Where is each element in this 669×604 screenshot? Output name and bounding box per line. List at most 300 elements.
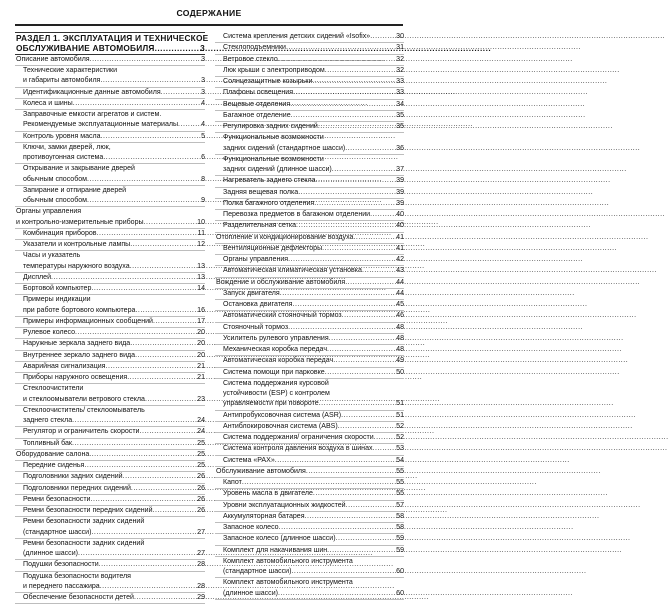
toc-entry-text: Подушки безопасности <box>23 561 99 569</box>
toc-entry-text: Ремни безопасности задних сидений <box>23 539 145 547</box>
page-number: 33 <box>396 89 404 97</box>
dot-leader <box>325 368 395 378</box>
dot-leader <box>288 323 395 333</box>
page-number: 27 <box>197 528 205 536</box>
toc-entry[interactable] <box>215 433 404 444</box>
page-number: 40 <box>396 211 404 218</box>
dot-leader <box>338 422 395 432</box>
toc-entry[interactable] <box>15 439 205 450</box>
toc-entry[interactable] <box>215 323 404 334</box>
page-number: 44 <box>396 278 404 286</box>
toc-entry[interactable] <box>15 450 205 461</box>
dot-leader <box>296 221 395 231</box>
toc-entry-text: при работе бортового компьютера <box>23 306 136 314</box>
toc-entry-text: Усилитель рулевого управления <box>223 334 329 342</box>
toc-entry-text: Запирание и отпирание дверей <box>23 186 127 194</box>
page-number: 10 <box>197 218 205 226</box>
toc-entry[interactable] <box>215 43 404 54</box>
dot-leader <box>286 43 395 53</box>
toc-entry-text: Заправочные емкости агрегатов и систем. <box>23 111 162 119</box>
dot-leader <box>91 528 196 538</box>
toc-entry-text: Остановка двигателя <box>223 301 293 308</box>
toc-entry-text: Ремни безопасности передних сидений <box>23 507 153 515</box>
page-number: 59 <box>396 535 404 543</box>
toc-entry-text: Аварийная сигнализация <box>23 362 106 370</box>
toc-entry-text: и стеклоомыватели ветрового стекла <box>23 395 145 403</box>
toc-entry[interactable] <box>215 255 404 266</box>
toc-entry-text: Оборудование салона <box>16 450 90 458</box>
toc-entry[interactable] <box>215 266 404 277</box>
toc-entry[interactable] <box>215 176 404 187</box>
page-number: 54 <box>396 456 404 464</box>
page-number: 60 <box>396 589 404 597</box>
toc-entry[interactable] <box>215 77 404 88</box>
toc-entry-text: Примеры индикации <box>23 296 91 304</box>
toc-entry-text: Технические характеристики <box>23 67 118 75</box>
toc-entry-text: ОБСЛУЖИВАНИЕ АВТОМОБИЛЯ <box>16 43 155 54</box>
toc-entry[interactable] <box>215 411 404 422</box>
page-number: 8 <box>201 175 205 183</box>
toc-entry-text: Система крепления детских сидений «Isofix» <box>223 33 371 40</box>
toc-entry[interactable] <box>15 484 205 495</box>
toc-entry-text: Солнцезащитные козырьки <box>223 78 313 85</box>
page-number: 13 <box>197 273 205 281</box>
toc-entry-text: Ремни безопасности задних сидений <box>23 518 145 526</box>
toc-entry-text: Рекомендуемые эксплуатационные материалы <box>23 121 179 129</box>
dot-leader <box>312 77 395 87</box>
toc-entry[interactable] <box>15 560 205 571</box>
dot-leader <box>316 176 396 186</box>
dot-leader <box>290 100 395 110</box>
toc-entry-text: Обслуживание автомобиля <box>216 467 306 475</box>
toc-entry[interactable] <box>15 472 205 483</box>
toc-entry[interactable] <box>15 295 205 317</box>
page-number: 16 <box>197 306 205 314</box>
dot-leader <box>280 289 395 299</box>
dot-leader <box>374 433 396 443</box>
dot-leader <box>100 582 196 592</box>
toc-entry-text: Наружные зеркала заднего вида <box>23 340 131 348</box>
toc-entry[interactable] <box>15 461 205 472</box>
toc-entry[interactable] <box>15 110 205 132</box>
toc-entry[interactable] <box>15 517 205 539</box>
page-number: 51 <box>396 411 404 419</box>
toc-column-right <box>215 32 404 600</box>
dot-leader <box>91 284 196 294</box>
page-number: 58 <box>396 512 404 520</box>
toc-entry-text: и габариты автомобиля <box>23 77 101 85</box>
toc-entry-text: и переднего пассажира <box>23 582 100 590</box>
toc-entry-text: Комбинация приборов <box>23 229 97 237</box>
dot-leader <box>333 356 395 366</box>
toc-entry-text: обычным способом <box>23 197 88 205</box>
toc-entry[interactable] <box>215 66 404 77</box>
toc-entry[interactable] <box>215 199 404 210</box>
toc-entry[interactable] <box>215 88 404 99</box>
page-number: 3 <box>200 43 205 54</box>
toc-entry-text: устойчивости (ESP) с контролем <box>223 390 330 397</box>
dot-leader <box>135 351 196 361</box>
toc-entry[interactable] <box>15 99 205 110</box>
toc-entry-text: и контрольно-измерительные приборы <box>16 218 144 226</box>
toc-entry-text: Подголовники передних сидений <box>23 484 131 492</box>
toc-entry[interactable] <box>15 132 205 143</box>
toc-entry[interactable] <box>215 278 404 289</box>
dot-leader <box>78 549 196 559</box>
toc-entry[interactable] <box>15 539 205 561</box>
page-number: 31 <box>396 44 404 52</box>
page-number: 35 <box>396 123 404 130</box>
toc-entry-text: Аккумуляторная батарея <box>223 512 305 520</box>
page-number: 33 <box>396 78 404 85</box>
toc-entry-text: Уровень масла в двигателе <box>223 490 313 498</box>
page-number: 39 <box>396 177 404 185</box>
toc-entry-text: Запуск двигателя <box>223 289 280 297</box>
page-number: 45 <box>396 301 404 308</box>
toc-entry[interactable] <box>15 384 205 406</box>
page-number: 48 <box>396 346 404 353</box>
toc-entry[interactable] <box>215 111 404 122</box>
dot-leader <box>327 546 395 556</box>
dot-leader <box>72 439 196 449</box>
toc-entry[interactable] <box>15 240 205 251</box>
toc-entry[interactable] <box>215 221 404 232</box>
toc-entry[interactable] <box>15 572 205 594</box>
toc-entry-text: Подголовники задних сидений <box>23 473 123 481</box>
toc-entry-text: Система контроля давления воздуха в шинах <box>223 445 373 453</box>
dot-leader <box>325 66 395 76</box>
dot-leader <box>87 175 200 185</box>
toc-entry[interactable] <box>15 207 205 229</box>
dot-leader <box>130 339 196 349</box>
toc-entry[interactable] <box>215 467 404 478</box>
page-number: 23 <box>197 395 205 403</box>
page-number: 50 <box>396 368 404 376</box>
dot-leader <box>332 165 395 175</box>
page-number: 55 <box>396 490 404 498</box>
toc-entry[interactable] <box>215 100 404 111</box>
toc-entry-text: Органы управления <box>16 208 82 216</box>
dot-leader <box>279 523 396 533</box>
dot-leader <box>89 450 196 460</box>
page-number: 60 <box>396 568 404 575</box>
dot-leader <box>327 345 395 355</box>
toc-entry[interactable] <box>15 229 205 240</box>
page-number: 57 <box>396 501 404 509</box>
toc-entry-text: Уровни эксплуатационных жидкостей <box>223 501 346 509</box>
toc-entry[interactable] <box>15 362 205 373</box>
page-number: 32 <box>396 66 404 74</box>
page-number: 12 <box>197 241 205 249</box>
page-number: 28 <box>197 561 205 569</box>
dot-leader <box>288 255 395 265</box>
page-number: 55 <box>396 467 404 475</box>
toc-entry[interactable] <box>215 356 404 367</box>
page-number: 55 <box>396 479 404 486</box>
toc-entry-text: Ремни безопасности <box>23 495 91 503</box>
toc-entry[interactable] <box>15 593 205 604</box>
toc-entry-text: Контроль уровня масла <box>23 132 101 140</box>
toc-entry[interactable] <box>15 351 205 362</box>
page-number: 24 <box>197 417 205 425</box>
page-number: 27 <box>197 550 205 558</box>
dot-leader <box>73 99 200 109</box>
dot-leader <box>90 55 200 65</box>
toc-entry[interactable] <box>15 143 205 165</box>
page-number: 53 <box>396 445 404 453</box>
dot-leader <box>134 593 196 603</box>
page-number: 25 <box>197 450 205 458</box>
toc-entry[interactable] <box>215 188 404 199</box>
dot-leader <box>242 478 395 488</box>
dot-leader <box>319 399 395 409</box>
toc-entry[interactable] <box>215 32 404 43</box>
page-number: 20 <box>197 340 205 348</box>
toc-entry[interactable] <box>215 501 404 512</box>
toc-entry-text: Органы управления <box>223 256 289 263</box>
toc-entry-text: Система помощи при парковке <box>223 368 325 376</box>
page-number: 30 <box>396 33 404 40</box>
toc-entry-text: задних сидений (стандартное шасси) <box>223 144 346 152</box>
dot-leader <box>97 229 197 239</box>
page-number: 29 <box>197 594 205 602</box>
dot-leader <box>131 484 196 494</box>
toc-entry[interactable] <box>215 133 404 155</box>
dot-leader <box>345 144 395 154</box>
toc-entry-text: Колеса и шины <box>23 99 73 107</box>
toc-entry[interactable] <box>215 210 404 221</box>
toc-entry[interactable] <box>215 334 404 345</box>
toc-entry[interactable] <box>215 345 404 356</box>
dot-leader <box>278 589 395 599</box>
dot-leader <box>139 427 196 437</box>
toc-entry[interactable] <box>215 456 404 467</box>
toc-entry-text: Открывание и закрывание дверей <box>23 165 135 173</box>
page-number: 4 <box>201 121 205 129</box>
toc-entry-text: Стеклоочистители <box>23 385 84 393</box>
page-number: 28 <box>197 582 205 590</box>
page-number: 51 <box>396 400 404 408</box>
toc-entry-text: Система поддержания/ ограничения скорости <box>223 434 374 441</box>
page-number: 20 <box>197 329 205 337</box>
toc-entry-text: Функциональные возможности <box>223 155 324 163</box>
toc-entry[interactable] <box>15 88 205 99</box>
dot-leader <box>292 300 395 310</box>
toc-entry[interactable] <box>215 478 404 489</box>
toc-entry-text: Приборы наружного освещения <box>23 374 128 382</box>
dot-leader <box>345 278 395 288</box>
dot-leader <box>341 411 395 421</box>
toc-entry-text: (длинное шасси) <box>23 550 78 558</box>
dot-leader <box>314 199 395 209</box>
dot-leader <box>353 233 395 243</box>
toc-entry-text: Вещевые отделения <box>223 100 291 108</box>
toc-entry-text: Обеспечение безопасности детей <box>23 594 134 602</box>
toc-entry-text: (длинное шасси) <box>223 589 278 597</box>
page-number: 39 <box>396 188 404 196</box>
dot-leader <box>291 111 396 121</box>
toc-entry-text: Примеры информационных сообщений <box>23 317 153 325</box>
toc-entry[interactable] <box>15 186 205 208</box>
toc-entry-text: Стеклоподъемники <box>223 44 286 52</box>
dot-leader <box>100 76 200 86</box>
dot-leader <box>322 244 395 254</box>
toc-entry-text: Передние сиденья <box>23 462 85 470</box>
page-number: 11 <box>197 229 205 237</box>
page-number: 26 <box>197 473 205 481</box>
toc-entry-text: Стеклоочиститель/ стеклоомыватель <box>23 406 145 414</box>
page-number: 26 <box>197 495 205 503</box>
toc-entry[interactable] <box>215 244 404 255</box>
toc-section-heading[interactable] <box>15 32 209 55</box>
page-number: 39 <box>396 199 404 207</box>
toc-entry-text: Люк крыши с электроприводом <box>223 66 325 74</box>
toc-entry[interactable] <box>15 55 205 66</box>
toc-entry[interactable] <box>15 339 205 350</box>
dot-leader <box>72 416 196 426</box>
toc-entry[interactable] <box>215 546 404 557</box>
page-number: 26 <box>197 484 205 492</box>
page-number: 4 <box>201 99 205 107</box>
dot-leader <box>336 534 396 544</box>
toc-entry[interactable] <box>215 55 404 66</box>
toc-entry[interactable] <box>215 512 404 523</box>
toc-entry-text: Багажное отделение <box>223 111 291 119</box>
toc-entry[interactable] <box>215 233 404 244</box>
dot-leader <box>101 132 201 142</box>
page-number: 25 <box>197 439 205 447</box>
toc-entry-text: Нагреватель заднего стекла <box>223 177 316 185</box>
toc-entry[interactable] <box>15 251 205 273</box>
dot-leader <box>329 334 396 344</box>
toc-entry[interactable] <box>215 122 404 133</box>
toc-entry[interactable] <box>215 557 404 579</box>
toc-entry-text: задних сидений (длинное шасси) <box>223 166 332 173</box>
page-number: 41 <box>396 233 404 241</box>
page-number: 34 <box>396 100 404 108</box>
toc-entry[interactable] <box>15 284 205 295</box>
toc-entry[interactable] <box>215 289 404 300</box>
toc-entry-text: (стандартное шасси) <box>23 528 92 536</box>
toc-entry[interactable] <box>215 523 404 534</box>
dot-leader <box>291 567 395 577</box>
toc-entry-text: Функциональные возможности <box>223 134 324 142</box>
toc-entry-text: Задняя вещевая полка <box>223 188 299 196</box>
page-number: 13 <box>197 262 205 270</box>
toc-entry[interactable] <box>215 311 404 322</box>
toc-entry[interactable] <box>215 300 404 311</box>
toc-entry[interactable] <box>215 368 404 379</box>
toc-entry-text: Регулятор и ограничитель скорости <box>23 428 140 436</box>
toc-entry[interactable] <box>15 273 205 284</box>
page-number: 43 <box>396 267 404 275</box>
toc-entry[interactable] <box>215 444 404 455</box>
toc-entry-text: Автоматический стояночный тормоз <box>223 312 342 320</box>
page-title: СОДЕРЖАНИЕ <box>176 8 242 18</box>
dot-leader <box>145 395 196 405</box>
toc-column-left <box>15 32 209 604</box>
toc-entry[interactable] <box>15 66 205 88</box>
dot-leader <box>51 273 196 283</box>
dot-leader <box>318 122 395 132</box>
toc-entry-text: управляемости при повороте <box>223 400 319 408</box>
dot-leader <box>84 461 196 471</box>
dot-leader <box>127 373 196 383</box>
toc-entry-text: Комплект автомобильного инструмента <box>223 557 353 565</box>
page-number: 48 <box>396 334 404 342</box>
toc-entry-text: Внутреннее зеркало заднего вида <box>23 351 136 359</box>
dot-leader <box>153 506 197 516</box>
dot-leader <box>87 196 200 206</box>
dot-leader <box>130 262 196 272</box>
dot-leader <box>155 43 200 53</box>
toc-entry-text: Комплект автомобильного инструмента <box>223 579 353 587</box>
toc-entry[interactable] <box>215 489 404 500</box>
toc-entry[interactable] <box>15 495 205 506</box>
toc-entry[interactable] <box>15 506 205 517</box>
toc-entry[interactable] <box>15 427 205 438</box>
toc-entry-text: Антипробуксовочная система (ASR) <box>223 411 342 419</box>
page-number: 52 <box>396 422 404 430</box>
page-number: 52 <box>396 434 404 441</box>
page-number: 6 <box>201 154 205 162</box>
toc-entry-text: Часы и указатель <box>23 252 81 260</box>
page-number: 3 <box>201 55 205 63</box>
page-number: 5 <box>201 132 205 140</box>
toc-entry-text: Плафоны освещения <box>223 89 294 97</box>
toc-entry[interactable] <box>15 406 205 428</box>
toc-entry[interactable] <box>15 164 205 186</box>
toc-entry-text: Идентификационные данные автомобиля <box>23 88 161 96</box>
dot-leader <box>153 317 196 327</box>
page-number: 3 <box>201 77 205 85</box>
page-number: 21 <box>197 362 205 370</box>
toc-entry-text: Автоматическая коробка передач <box>223 357 334 365</box>
dot-leader <box>373 444 396 454</box>
toc-entry-text: Механическая коробка передач <box>223 346 327 353</box>
toc-entry[interactable] <box>15 373 205 384</box>
page-number: 32 <box>396 55 404 63</box>
toc-entry[interactable] <box>215 422 404 433</box>
page-number: 9 <box>201 197 205 205</box>
toc-entry[interactable] <box>215 578 404 600</box>
toc-entry-text: Ключи, замки дверей, люк, <box>23 143 111 151</box>
toc-entry-text: (стандартное шасси) <box>223 568 292 575</box>
page-number: 37 <box>396 166 404 173</box>
dot-leader <box>130 240 196 250</box>
toc-entry[interactable] <box>15 328 205 339</box>
dot-leader <box>91 495 197 505</box>
page-number: 40 <box>396 222 404 230</box>
page-number: 17 <box>197 317 205 325</box>
toc-entry[interactable] <box>15 317 205 328</box>
toc-entry-text: Полка багажного отделения <box>223 199 315 207</box>
toc-entry[interactable] <box>215 155 404 177</box>
dot-leader <box>123 472 197 482</box>
dot-leader <box>99 560 197 570</box>
page-number: 21 <box>197 374 205 382</box>
toc-entry-text: температуры наружного воздуха <box>23 262 130 270</box>
toc-entry-text: Дисплей <box>23 273 52 281</box>
page-number: 59 <box>396 546 404 554</box>
dot-leader <box>346 501 396 511</box>
dot-leader <box>362 266 395 276</box>
toc-entry-text: Вождение и обслуживание автомобиля <box>216 278 346 286</box>
toc-entry[interactable] <box>215 534 404 545</box>
title-divider <box>15 24 403 26</box>
toc-entry-text: Стояночный тормоз <box>223 323 289 331</box>
toc-entry[interactable] <box>215 379 404 411</box>
